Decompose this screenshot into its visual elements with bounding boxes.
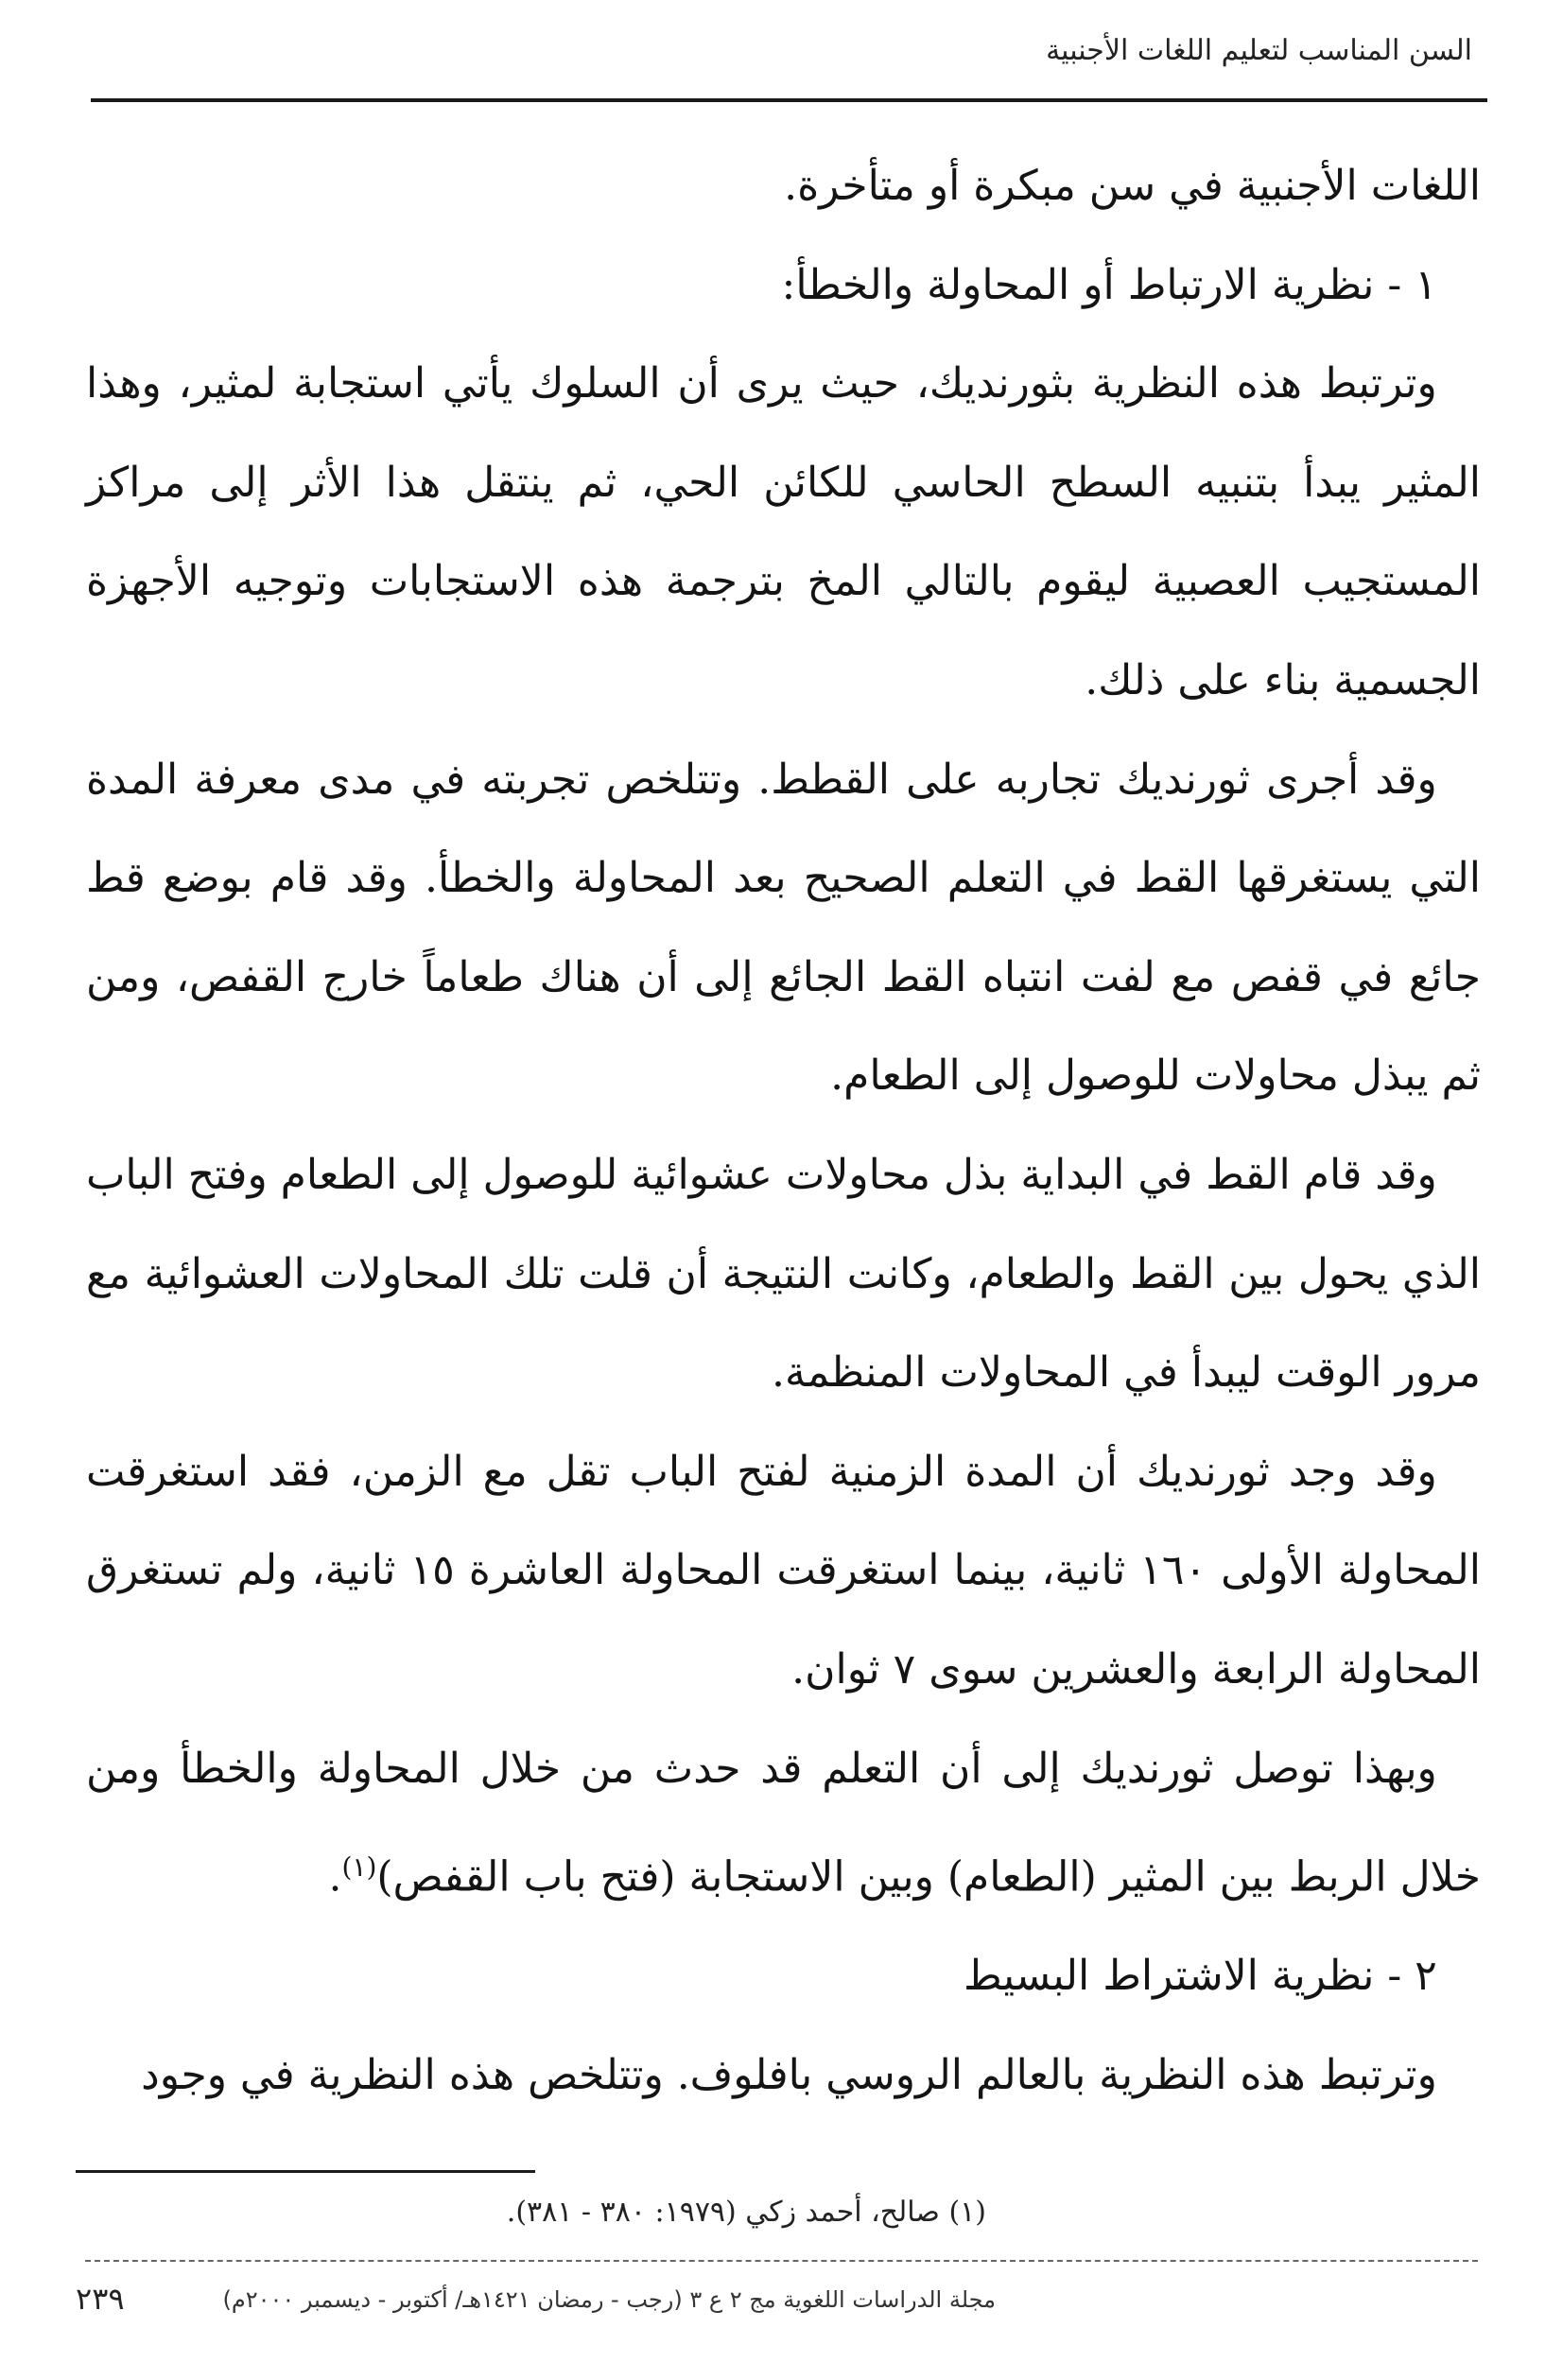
paragraph: وبهذا توصل ثورنديك إلى أن التعلم قد حدث من خلال المحاولة والخطأ ومن خلال الربط بين المثير (الطعام) وبين الاستجابة (فتح باب القفص)$^{(١)}$. (86, 1744, 1481, 1902)
body-text (86, 137, 1481, 2126)
page-number: ٢٣٩ (76, 2281, 125, 2317)
section-heading-2: ٢ - نظرية الاشتراط البسيط (964, 1952, 1437, 2001)
paragraph-continuation: اللغات الأجنبية في سن مبكرة أو متأخرة. (784, 162, 1481, 210)
footnote-marker: (١) (341, 1851, 377, 1884)
journal-citation: مجلة الدراسات اللغوية مج ٢ ع ٣ (رجب - رمضان ١٤٢١هـ/ أكتوبر - ديسمبر ٢٠٠٠م) (222, 2286, 996, 2313)
running-header: السن المناسب لتعليم اللغات الأجنبية (1046, 34, 1472, 67)
header-rule (91, 98, 1487, 102)
paragraph: وقد أجرى ثورنديك تجاربه على القطط. وتتلخص تجربته في مدى معرفة المدة التي يستغرقها القط في التعلم الصحيح بعد المحاولة والخطأ. وقد قام بوضع قط جائع في قفص مع لفت انتباه القط الجائع إلى أن هناك طعاماً خارج القفص، ومن ثم يبذل محاولات للوصول إلى الطعام. (86, 755, 1481, 1101)
footer-rule (85, 2260, 1478, 2262)
paragraph: وقد قام القط في البداية بذل محاولات عشوائية للوصول إلى الطعام وفتح الباب الذي يحول بين القط والطعام، وكانت النتيجة أن قلت تلك المحاولات العشوائية مع مرور الوقت ليبدأ في المحاولات المنظمة. (86, 1150, 1481, 1398)
section-heading-1: ١ - نظرية الارتباط أو المحاولة والخطأ: (781, 260, 1437, 309)
footnote-rule (76, 2170, 535, 2173)
paragraph-text: وبهذا توصل ثورنديك إلى أن التعلم قد حدث من خلال المحاولة والخطأ ومن خلال الربط بين المثير (الطعام) وبين الاستجابة (فتح باب القفص) (86, 1744, 1481, 1902)
paragraph: وقد وجد ثورنديك أن المدة الزمنية لفتح الباب تقل مع الزمن، فقد استغرقت المحاولة الأولى ١٦٠ ثانية، بينما استغرقت المحاولة العاشرة ١٥ ثانية، ولم تستغرق المحاولة الرابعة والعشرين سوى ٧ ثوان. (86, 1447, 1481, 1694)
paragraph: وترتبط هذه النظرية بثورنديك، حيث يرى أن السلوك يأتي استجابة لمثير، وهذا المثير يبدأ بتنبيه السطح الحاسي للكائن الحي، ثم ينتقل هذا الأثر إلى مراكز المستجيب العصبية ليقوم بالتالي المخ بترجمة هذه الاستجابات وتوجيه الأجهزة الجسمية بناء على ذلك. (86, 359, 1481, 704)
footnote: (١) صالح، أحمد زكي (١٩٧٩: ٣٨٠ - ٣٨١). (506, 2196, 986, 2229)
paragraph: وترتبط هذه النظرية بالعالم الروسي بافلوف. وتتلخص هذه النظرية في وجود (141, 2050, 1437, 2099)
